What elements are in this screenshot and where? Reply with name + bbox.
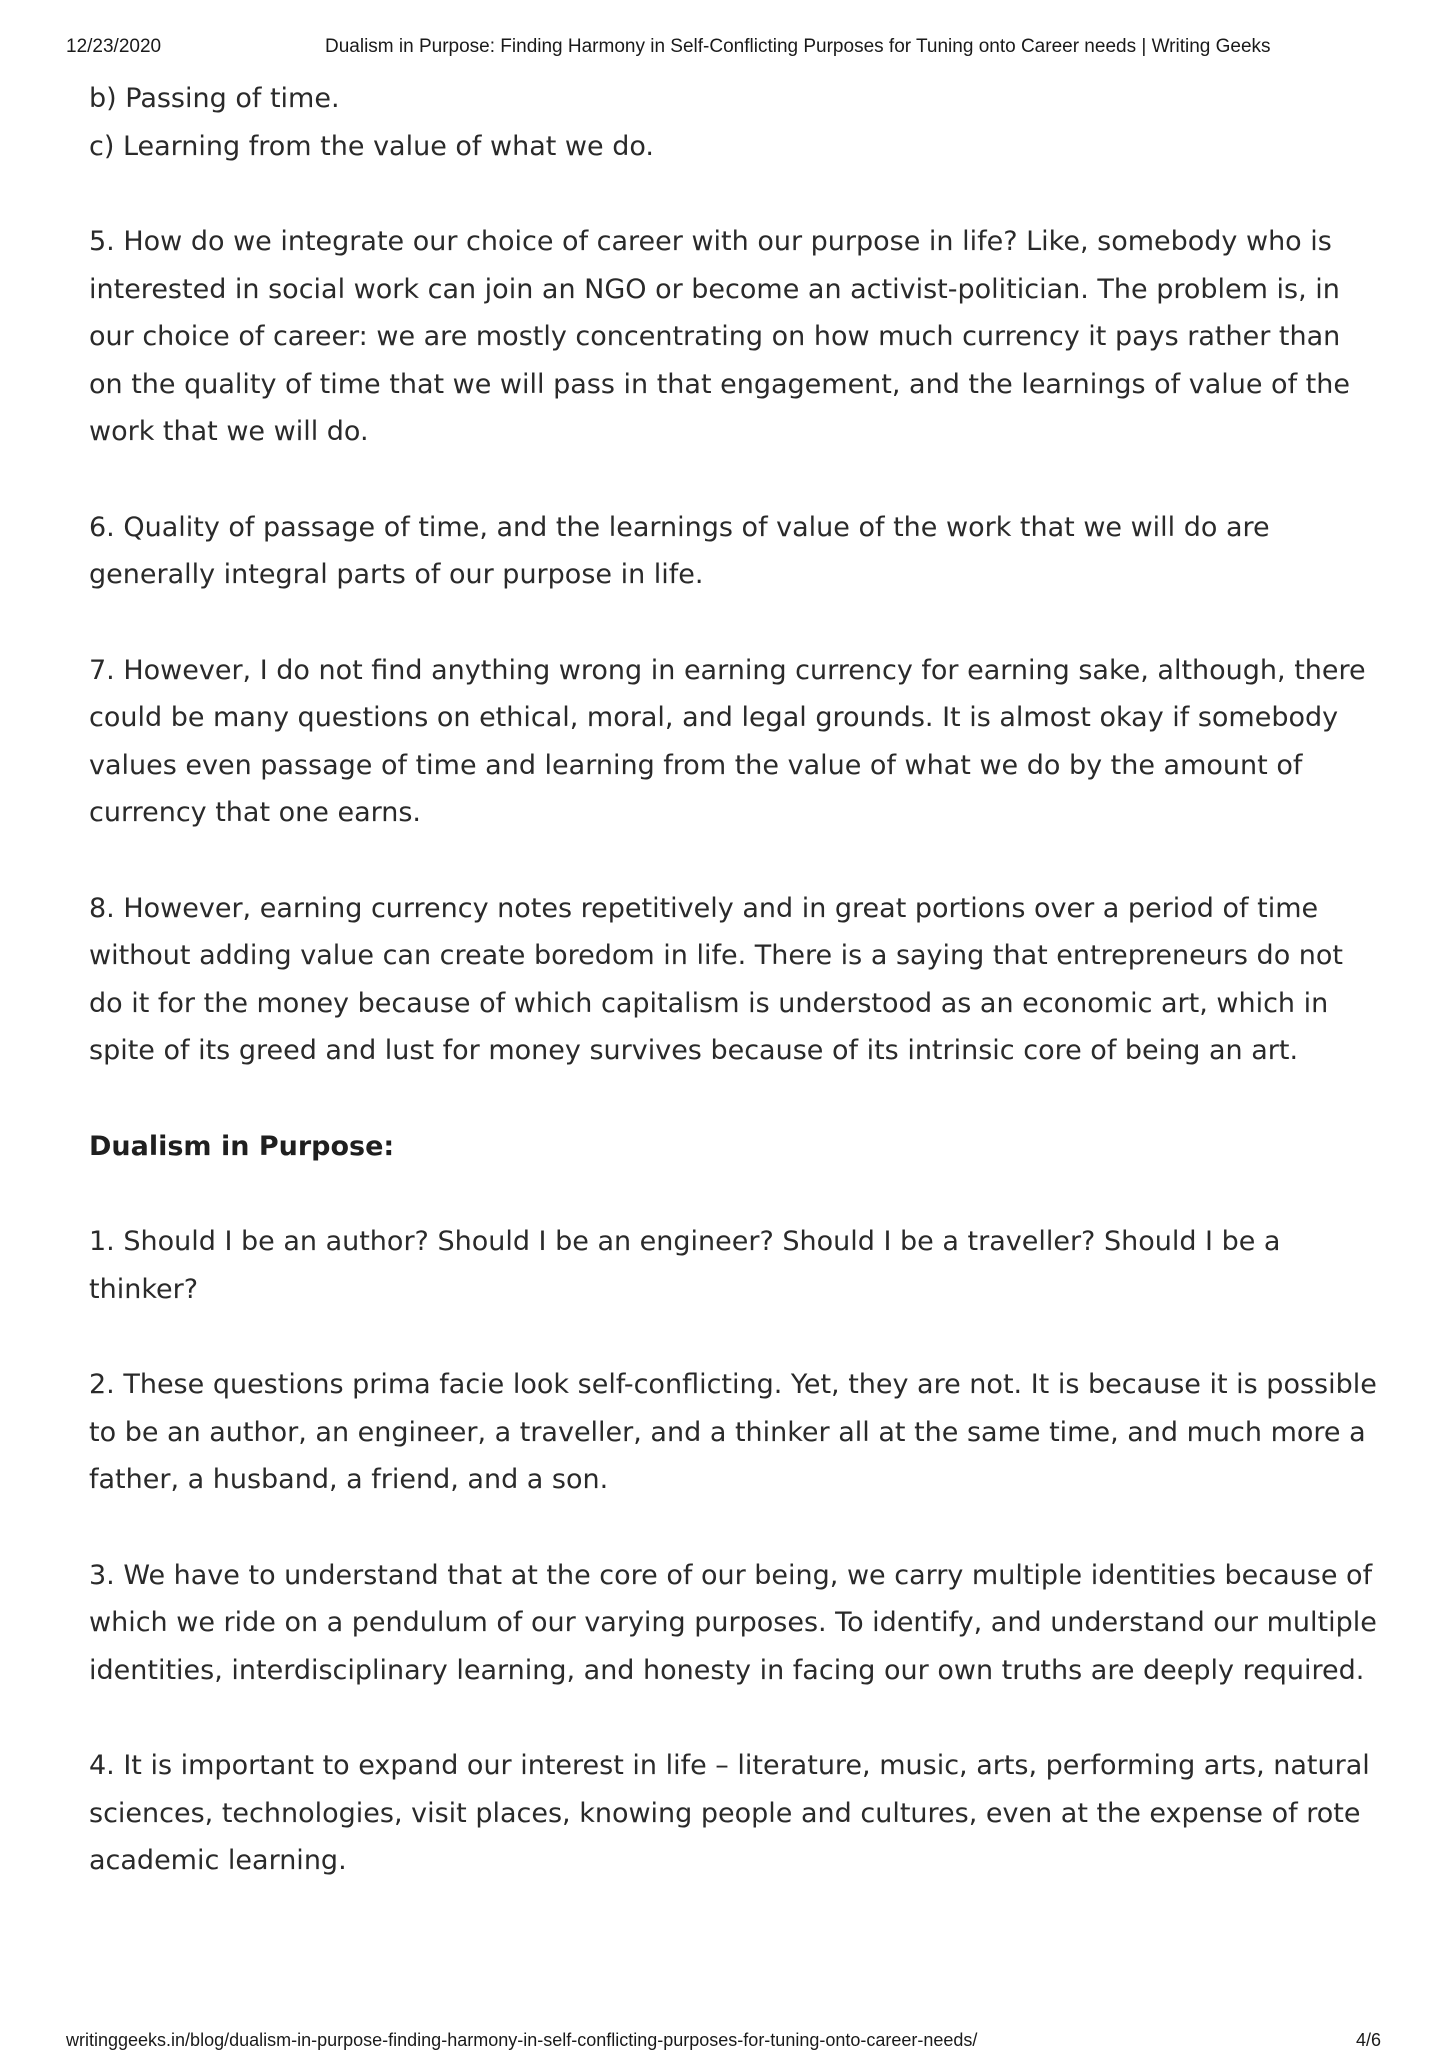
print-header (66, 36, 1375, 62)
paragraph-gap (89, 1694, 1379, 1742)
list-item-4: 4. It is important to expand our interest in life – literature, music, arts, performing arts, natural sciences, technologies, visit places, knowing people and cultures, even at the expense of rote academic learning. (89, 1750, 1370, 1876)
list-item-7: 7. However, I do not find anything wrong in earning currency for earning sake, although, there could be many questions on ethical, moral, and legal grounds. It is almost okay if somebody values even passage of time and learning from the value of what we do by the amount of currency that one earns. (89, 654, 1366, 828)
print-footer (66, 2030, 1381, 2054)
page-url[interactable]: writinggeeks.in/blog/dualism-in-purpose-finding-harmony-in-self-conflicting-purposes-for-tuning-onto-career-needs/ (66, 2030, 978, 2050)
page-number: 4/6 (1355, 2030, 1381, 2050)
list-item-2: 2. These questions prima facie look self-conflicting. Yet, they are not. It is because it is possible to be an author, an engineer, a traveller, and a thinker all at the same time, and much more a father, a husband, a friend, and a son. (89, 1369, 1377, 1495)
paragraph-gap (89, 599, 1379, 647)
list-item-3: 3. We have to understand that at the core of our being, we carry multiple identities because of which we ride on a pendulum of our varying purposes. To identify, and understand our multiple identities, interdisciplinary learning, and honesty in facing our own truths are deeply required. (89, 1559, 1377, 1686)
paragraph-gap (89, 837, 1379, 885)
list-item-8: 8. However, earning currency notes repetitively and in great portions over a period of time without adding value can create boredom in life. There is a saying that entrepreneurs do not do it for the money because of which capitalism is understood as an economic art, which in spite of its greed and lust for money survives because of its intrinsic core of being an art. (89, 892, 1344, 1066)
paragraph-gap (89, 456, 1379, 504)
page-title: Dualism in Purpose: Finding Harmony in Self-Conflicting Purposes for Tuning onto Career needs | Writing Geeks (325, 36, 1271, 57)
paragraph-gap (89, 1075, 1379, 1123)
paragraph-gap (89, 1170, 1379, 1218)
article-body (89, 75, 1379, 1885)
paragraph-gap (89, 1313, 1379, 1361)
sublist-item: b) Passing of time. (89, 83, 340, 114)
print-date: 12/23/2020 (66, 36, 162, 57)
list-item-6: 6. Quality of passage of time, and the learnings of value of the work that we will do are generally integral parts of our purpose in life. (89, 511, 1270, 590)
list-item-1: 1. Should I be an author? Should I be an engineer? Should I be a traveller? Should I be a thinker? (89, 1226, 1281, 1305)
paragraph-gap (89, 1504, 1379, 1552)
list-item-5: 5. How do we integrate our choice of career with our purpose in life? Like, somebody who is interested in social work can join an NGO or become an activist-politician. The problem is, in our choice of career: we are mostly concentrating on how much currency it pays rather than on the quality of time that we will pass in that engagement, and the learnings of value of the work that we will do. (89, 226, 1350, 447)
section-heading: Dualism in Purpose: (89, 1130, 395, 1162)
sublist-item: c) Learning from the value of what we do. (89, 130, 654, 162)
paragraph-gap (89, 170, 1379, 218)
